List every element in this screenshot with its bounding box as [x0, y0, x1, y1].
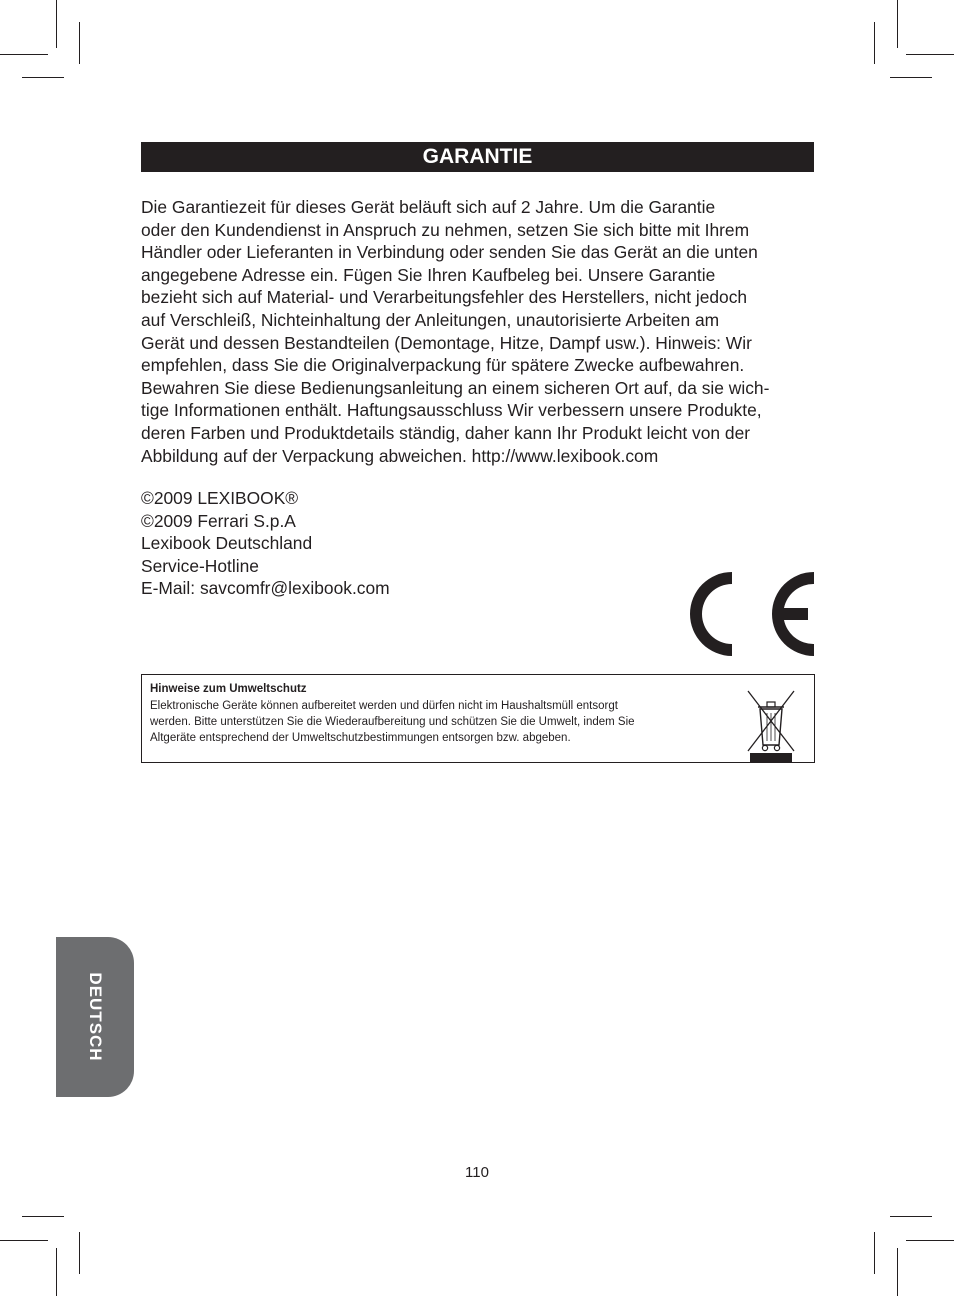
warranty-line: angegebene Adresse ein. Fügen Sie Ihren Kaufbeleg bei. Unsere Garantie — [141, 264, 716, 285]
company-name: Lexibook Deutschland — [141, 533, 313, 554]
warranty-line: empfehlen, dass Sie die Originalverpackung für spätere Zwecke aufbewahren. — [141, 355, 745, 376]
environment-line: Altgeräte entsprechend der Umweltschutzbestimmungen entsorgen bzw. abgeben. — [150, 732, 571, 744]
crop-mark — [897, 1248, 898, 1296]
page-title: GARANTIE — [141, 142, 814, 172]
warranty-text — [141, 196, 827, 467]
warranty-line: auf Verschleiß, Nichteinhaltung der Anleitungen, unautorisierte Arbeiten am — [141, 309, 720, 330]
crop-mark — [906, 54, 954, 55]
copyright-ferrari: ©2009 Ferrari S.p.A — [141, 510, 296, 531]
crop-mark — [79, 1232, 80, 1274]
copyright-lexibook: ©2009 LEXIBOOK® — [141, 488, 299, 508]
crop-mark — [22, 1216, 64, 1217]
crossed-out-bin-icon — [746, 689, 796, 763]
crop-mark — [897, 0, 898, 48]
crop-mark — [874, 22, 875, 64]
environment-title: Hinweise zum Umweltschutz — [150, 683, 307, 695]
crop-mark — [0, 54, 48, 55]
crop-mark — [890, 1216, 932, 1217]
crop-mark — [890, 77, 932, 78]
environment-notice — [141, 674, 815, 763]
warranty-line: tige Informationen enthält. Haftungsausschluss Wir verbessern unsere Produkte, — [141, 400, 762, 421]
crop-mark — [874, 1232, 875, 1274]
language-tab-label: DEUTSCH — [86, 972, 105, 1062]
environment-line: Elektronische Geräte können aufbereitet werden und dürfen nicht im Haushaltsmüll entsorgt — [150, 700, 618, 712]
warranty-line: deren Farben und Produktdetails ständig, daher kann Ihr Produkt leicht von der — [141, 422, 751, 443]
ce-mark-icon — [686, 568, 816, 660]
crop-mark — [906, 1240, 954, 1241]
crop-mark — [79, 22, 80, 64]
crop-mark — [56, 1248, 57, 1296]
warranty-line: Händler oder Lieferanten in Verbindung oder senden Sie das Gerät an die unten — [141, 242, 758, 263]
crop-mark — [0, 1240, 48, 1241]
warranty-line: Gerät und dessen Bestandteilen (Demontage, Hitze, Dampf usw.). Hinweis: Wir — [141, 332, 752, 353]
warranty-line: Abbildung auf der Verpackung abweichen. http://www.lexibook.com — [141, 445, 659, 466]
environment-line: werden. Bitte unterstützen Sie die Wiederaufbereitung und schützen Sie die Umwelt, indem Sie — [150, 716, 635, 728]
warranty-line: bezieht sich auf Material- und Verarbeitungsfehler des Herstellers, nicht jedoch — [141, 287, 748, 308]
warranty-line: Bewahren Sie diese Bedienungsanleitung an einem sicheren Ort auf, da sie wich- — [141, 377, 770, 398]
warranty-line: oder den Kundendienst in Anspruch zu nehmen, setzen Sie sich bitte mit Ihrem — [141, 219, 750, 240]
contact-block — [141, 487, 390, 600]
email-address: E-Mail: savcomfr@lexibook.com — [141, 578, 390, 599]
language-tab — [56, 937, 134, 1097]
crop-mark — [22, 77, 64, 78]
crop-mark — [56, 0, 57, 48]
warranty-line: Die Garantiezeit für dieses Gerät beläuft sich auf 2 Jahre. Um die Garantie — [141, 197, 716, 217]
service-hotline: Service-Hotline — [141, 555, 259, 576]
environment-text — [150, 698, 635, 746]
page-number: 110 — [465, 1164, 489, 1181]
